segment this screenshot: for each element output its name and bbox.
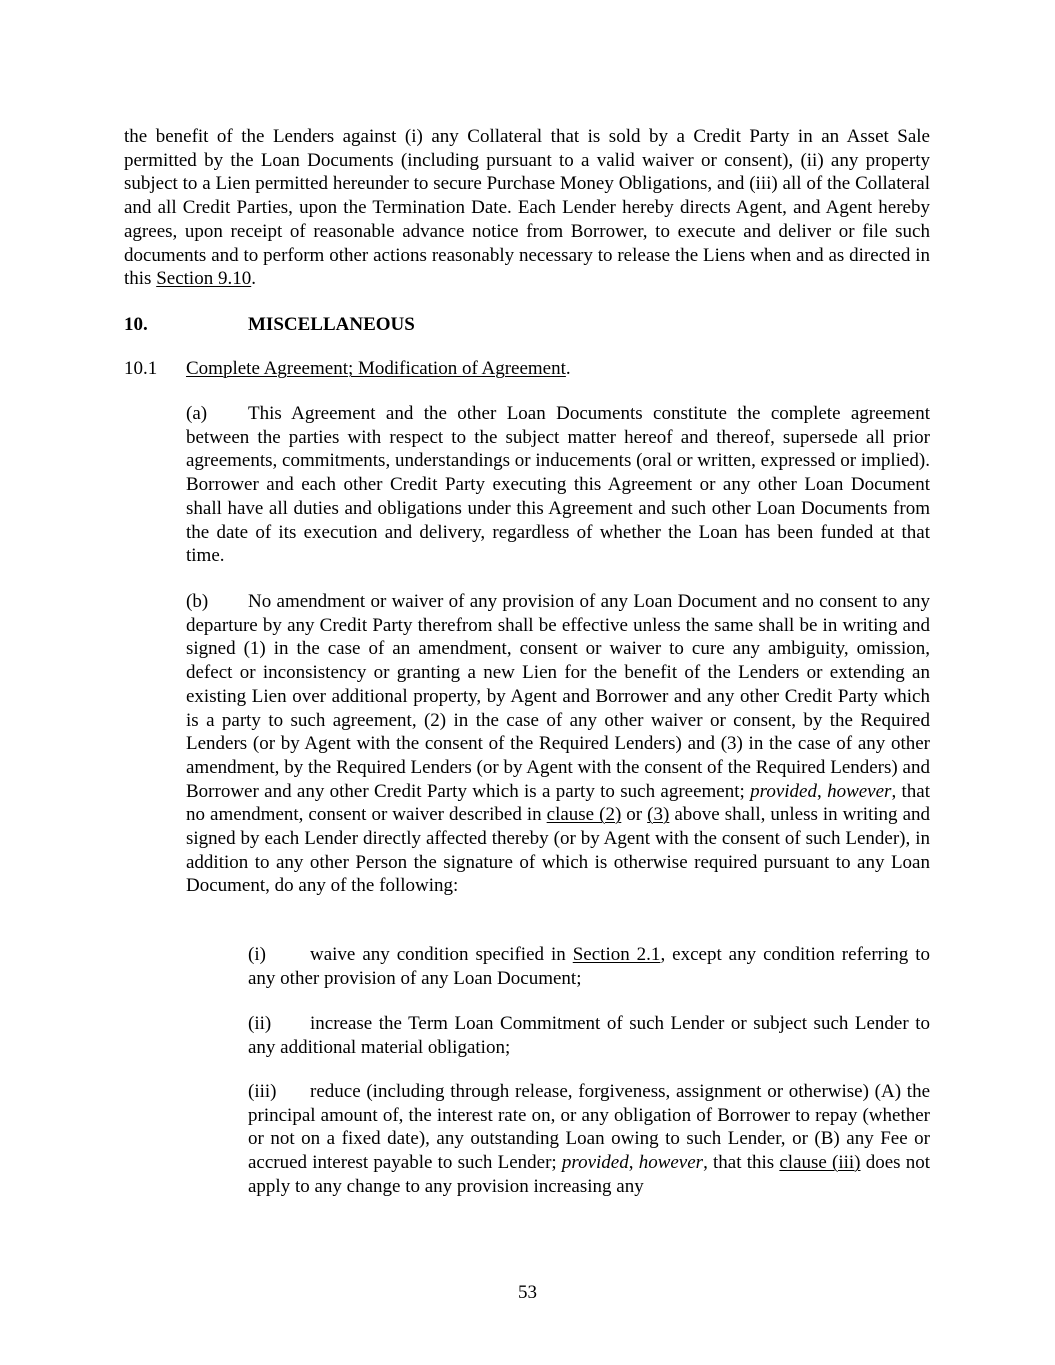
section-number: 10.1 <box>124 358 158 379</box>
section-2-1-ref: Section 2.1 <box>572 944 661 965</box>
item-ii-label: (ii) <box>248 1013 272 1034</box>
section-9-10-ref: Section 9.10 <box>156 268 252 290</box>
section-heading: Complete Agreement; Modification of Agreement. <box>186 358 571 379</box>
section-title: Complete Agreement; Modification of Agreement <box>186 358 566 379</box>
page-number: 53 <box>518 1282 537 1303</box>
clause-2-ref: clause (2) <box>546 804 622 826</box>
item-i-label: (i) <box>248 944 266 965</box>
article-title: MISCELLANEOUS <box>248 314 415 335</box>
intro-text: the benefit of the Lenders against (i) any Collateral that is sold by a Credit Party in an Asset Sale permitted by the Loan Documents (including pursuant to a valid waiver or consent), (ii) any property subject to a Lien permitted hereunder to secure Purchase Money Obligations, and (iii) all of the Collateral and all Credit Parties, upon the Termination Date. Each Lender hereby directs Agent, and Agent hereby agrees, upon receipt of reasonable advance notice from Borrower, to execute and deliver or file such documents and to perform other actions reasonably necessary to release the Liens when and as directed in this <box>124 126 930 290</box>
item-ii: (ii) increase the Term Loan Commitment of such Lender or subject such Lender to any additional material obligation; <box>248 1013 930 1058</box>
paragraph-b: (b) No amendment or waiver of any provision of any Loan Document and no consent to any departure by any Credit Party therefrom shall be effective unless the same shall be in writing and signed (1) in the case of an amendment, consent or waiver to cure any ambiguity, omission, defect or inconsistency or granting a new Lien for the benefit of the Lenders or extending an existing Lien over additional property, by Agent and Borrower and any other Credit Party which is a party to such agreement, (2) in the case of any other waiver or consent, by the Required Lenders (or by Agent with the consent of the Required Lenders) and (3) in the case of any other amendment, by the Required Lenders (or by Agent with the consent of the Required Lenders) and Borrower and any other Credit Party which is a party to such agreement; provided, however, that no amendment, consent or waiver described in clause (2) or (3) above shall, unless in writing and signed by each Lender directly affected thereby (or by Agent with the consent of such Lender), in addition to any other Person the signature of which is otherwise required pursuant to any Loan Document, do any of the following: <box>186 591 931 897</box>
clause-iii-ref: clause (iii) <box>779 1152 861 1174</box>
paragraph-a <box>186 402 930 568</box>
article-number: 10. <box>124 314 148 335</box>
item-iii-label: (iii) <box>248 1081 277 1102</box>
item-i: (i) waive any condition specified in Section 2.1, except any condition referring to any other provision of any Loan Document; <box>248 944 930 989</box>
intro-paragraph: the benefit of the Lenders against (i) any Collateral that is sold by a Credit Party in an Asset Sale permitted by the Loan Documents (including pursuant to a valid waiver or consent), (ii) any property subject to a Lien permitted hereunder to secure Purchase Money Obligations, and (iii) all of the Collateral and all Credit Parties, upon the Termination Date. Each Lender hereby directs Agent, and Agent hereby agrees, upon receipt of reasonable advance notice from Borrower, to execute and deliver or file such documents and to perform other actions reasonably necessary to release the Liens when and as directed in this Section 9.10. <box>124 126 930 290</box>
paragraph-b-label: (b) <box>186 591 209 612</box>
clause-3-ref: (3) <box>647 804 670 826</box>
item-iii: (iii) reduce (including through release, forgiveness, assignment or otherwise) (A) the principal amount of, the interest rate on, or any obligation of Borrower to repay (whether or not on a fixed date), any outstanding Loan owing to such Lender, or (B) any Fee or accrued interest payable to such Lender; provided, however, that this clause (iii) does not apply to any change to any provision increasing any <box>248 1081 931 1197</box>
paragraph-a-text: This Agreement and the other Loan Documents constitute the complete agreement between the parties with respect to the subject matter hereof and thereof, supersede all prior agreements, commitments, understandings or inducements (oral or written, expressed or implied). Borrower and each other Credit Party executing this Agreement or any other Loan Document shall have all duties and obligations under this Agreement and such other Loan Documents from the date of its execution and delivery, regardless of whether the Loan has been funded at that time. <box>186 403 930 567</box>
paragraph-a-label: (a) <box>186 403 208 424</box>
